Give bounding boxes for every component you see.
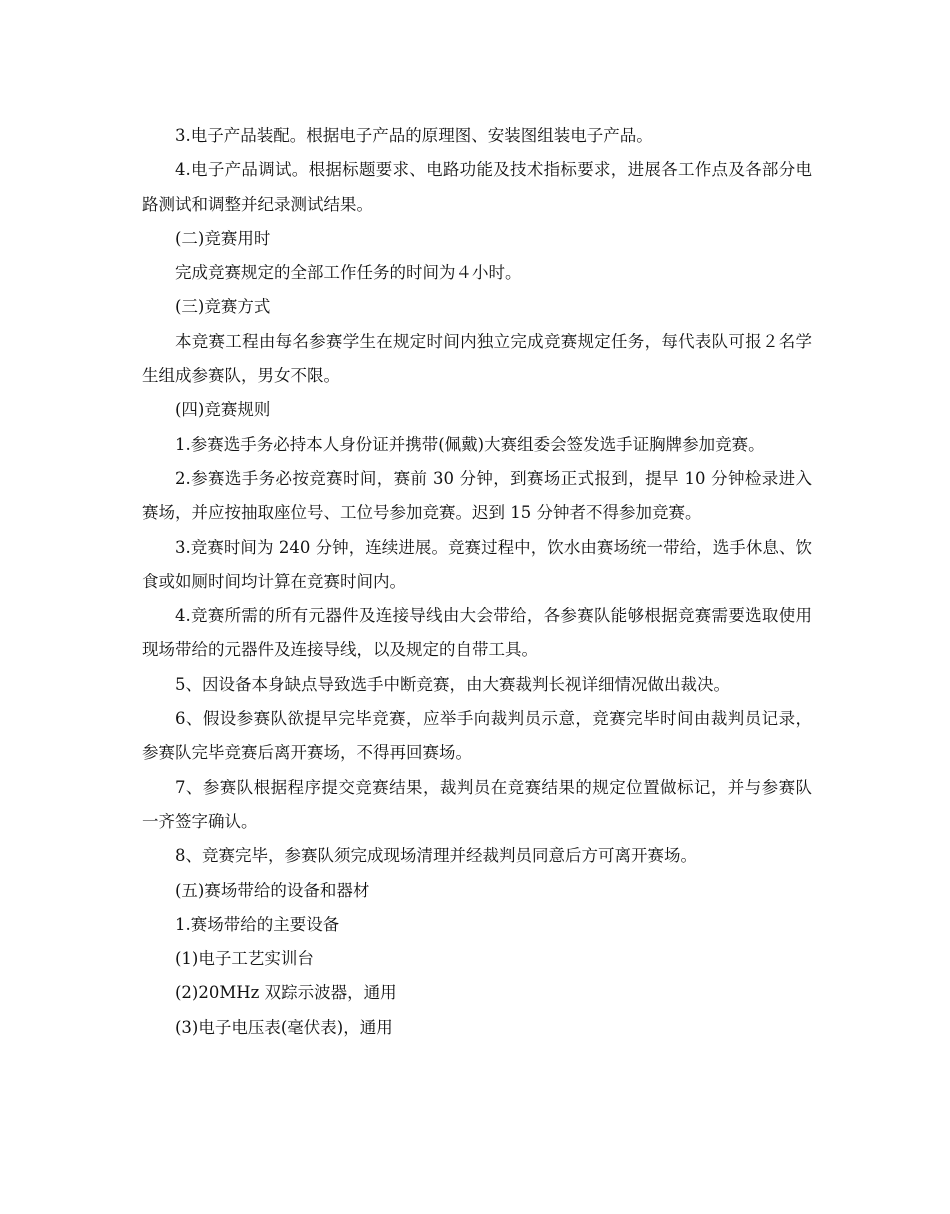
rule-item-2: 2.参赛选手务必按竞赛时间，赛前 30 分钟，到赛场正式报到，提早 10 分钟检录进入赛场，并应按抽取座位号、工位号参加竞赛。迟到 15 分钟者不得参加竞赛。 [142, 468, 812, 523]
paragraph-debugging: 4.电子产品调试。根据标题要求、电路功能及技术指标要求，进展各工作点及各部分电路测试和调整并纪录测试结果。 [142, 160, 812, 214]
section-heading-equipment: (五)赛场带给的设备和器材 [175, 880, 370, 900]
rule-item-1: 1.参赛选手务必持本人身份证并携带(佩戴)大赛组委会签发选手证胸牌参加竞赛。 [175, 434, 765, 454]
rule-item-8: 8、竞赛完毕，参赛队须完成现场清理并经裁判员同意后方可离开赛场。 [175, 846, 697, 866]
subheading-main-equipment: 1.赛场带给的主要设备 [175, 914, 340, 934]
section-heading-method: (三)竞赛方式 [175, 297, 271, 317]
paragraph-method: 本竞赛工程由每名参赛学生在规定时间内独立完成竞赛规定任务，每代表队可报２名学生组成参赛队，男女不限。 [142, 331, 812, 386]
rule-item-4: 4.竞赛所需的所有元器件及连接导线由大会带给，各参赛队能够根据竞赛需要选取使用现场带给的元器件及连接导线，以及规定的自带工具。 [142, 606, 812, 660]
paragraph-assembly: 3.电子产品装配。根据电子产品的原理图、安装图组装电子产品。 [175, 126, 653, 145]
rule-item-3: 3.竞赛时间为 240 分钟，连续进展。竞赛过程中，饮水由赛场统一带给，选手休息、饮食或如厕时间均计算在竞赛时间内。 [142, 537, 812, 591]
section-heading-rules: (四)竞赛规则 [175, 400, 271, 420]
section-heading-time: (二)竞赛用时 [175, 228, 271, 248]
document-body [142, 119, 812, 1045]
rule-item-5: 5、因设备本身缺点导致选手中断竞赛，由大赛裁判长视详细情况做出裁决。 [175, 674, 730, 694]
rule-item-7: 7、参赛队根据程序提交竞赛结果，裁判员在竞赛结果的规定位置做标记，并与参赛队一齐签字确认。 [142, 777, 812, 831]
paragraph-time: 完成竞赛规定的全部工作任务的时间为４小时。 [175, 263, 522, 283]
equipment-item-2: (2)20MHz 双踪示波器，通用 [175, 983, 397, 1003]
equipment-item-3: (3)电子电压表(毫伏表)，通用 [175, 1017, 393, 1037]
rule-item-6: 6、假设参赛队欲提早完毕竞赛，应举手向裁判员示意，竞赛完毕时间由裁判员记录，参赛队完毕竞赛后离开赛场，不得再回赛场。 [142, 709, 812, 763]
equipment-item-1: (1)电子工艺实训台 [175, 949, 314, 969]
